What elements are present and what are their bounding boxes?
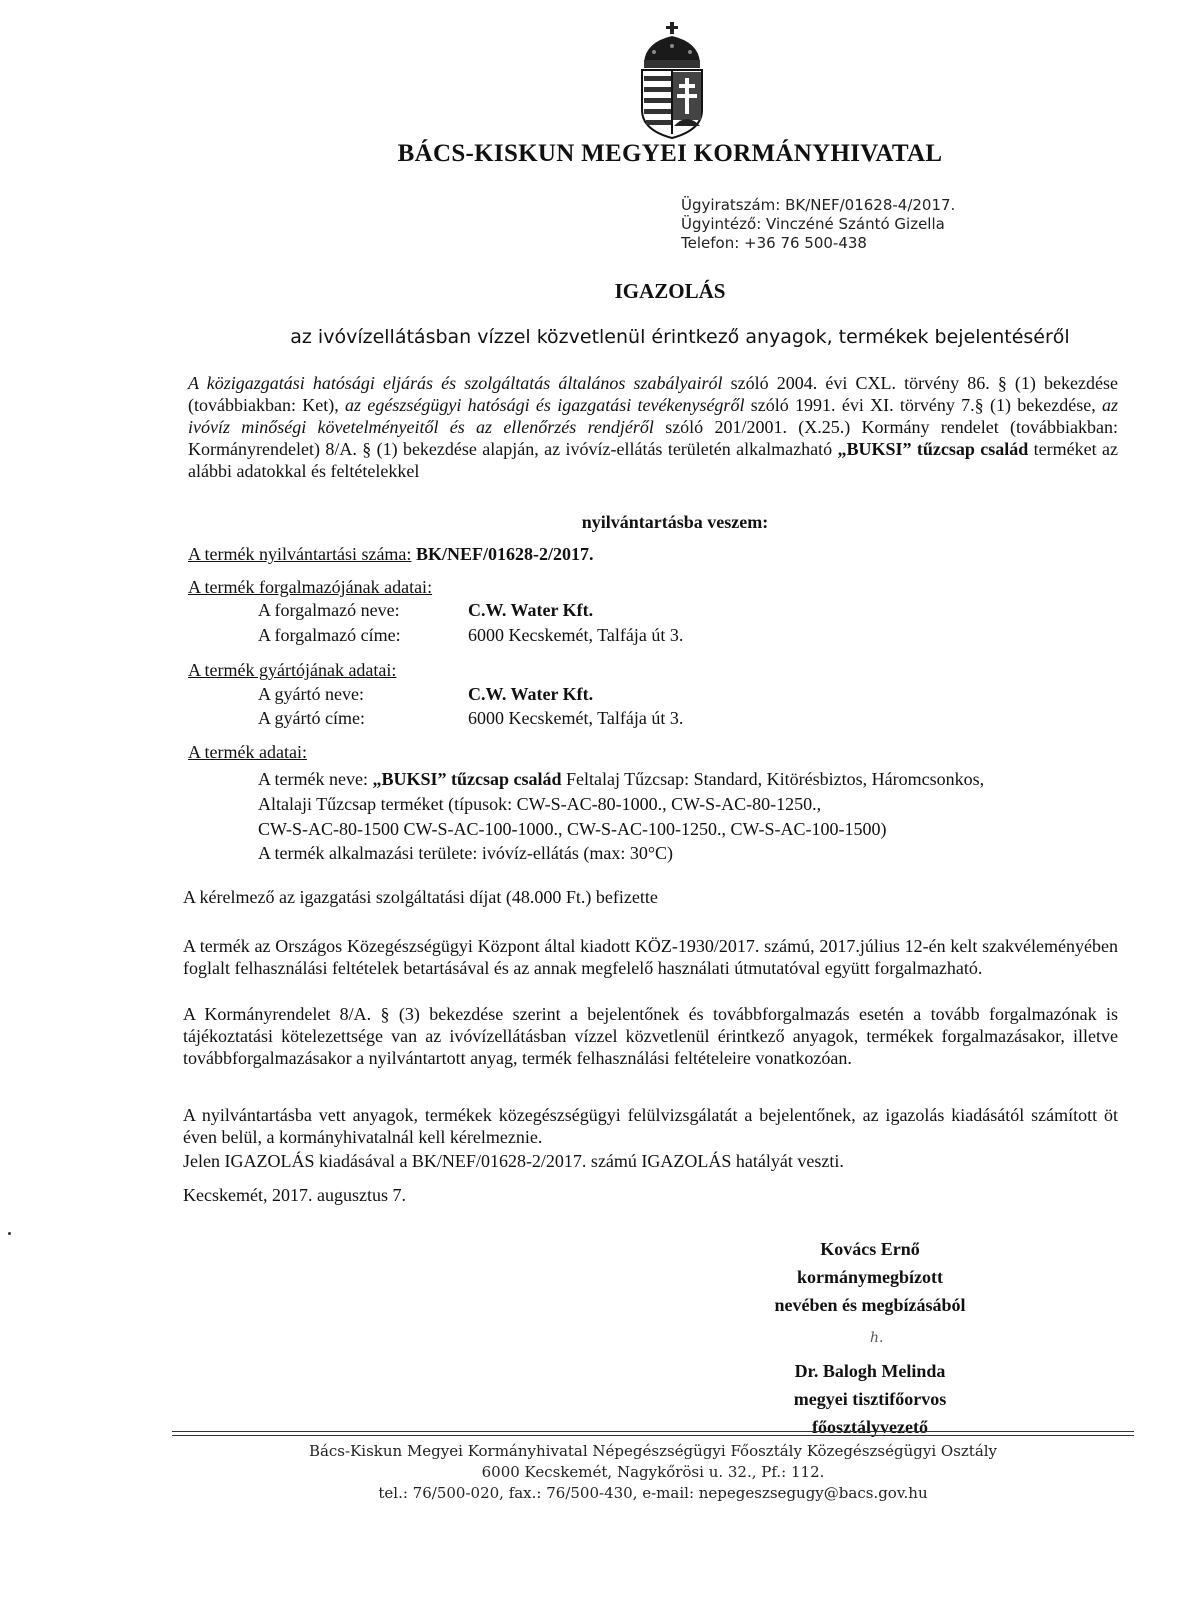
manufacturer-address: 6000 Kecskemét, Talfája út 3.: [468, 708, 684, 728]
body-paragraph-4: Jelen IGAZOLÁS kiadásával a BK/NEF/01628-2/2017. számú IGAZOLÁS hatályát veszti.: [183, 1151, 844, 1171]
product-usage: A termék alkalmazási területe: ivóvíz-ellátás (max: 30°C): [258, 843, 674, 863]
registration-number: BK/NEF/01628-2/2017.: [415, 544, 594, 564]
distributor-name: C.W. Water Kft.: [468, 600, 594, 620]
fee-statement: A kérelmező az igazgatási szolgáltatási díjat (48.000 Ft.) befizette: [183, 887, 658, 907]
document-subtitle: az ivóvízellátásban vízzel közvetlenül érintkező anyagok, termékek bejelentéséről: [290, 326, 1070, 348]
document-title: IGAZOLÁS: [614, 279, 726, 303]
signatory-block-2: [740, 1357, 1000, 1441]
body-paragraph-2: A Kormányrendelet 8/A. § (3) bekezdése szerint a bejelentőnek és továbbforgalmazás esetén a tovább forgalmazónak is tájékoztatási kötelezettsége van az ivóvízellátásban vízzel közvetlenül érintkező anyagok, termékek forgalmazásakor, illetve továbbforgalmazásakor a nyilvántartott anyag, termék felhasználási feltételeire vonatkozóan.: [183, 1004, 1118, 1068]
case-administrator: Ügyintéző: Vinczéné Szántó Gizella: [681, 215, 945, 233]
manufacturer-address-label: A gyártó címe:: [258, 708, 365, 728]
distributor-address-label: A forgalmazó címe:: [258, 625, 401, 645]
date-line: Kecskemét, 2017. augusztus 7.: [183, 1185, 406, 1205]
signatory-role-2: nevében és megbízásából: [774, 1295, 966, 1315]
body-paragraph-1: A termék az Országos Közegészségügyi Központ által kiadott KÖZ-1930/2017. számú, 2017.július 12-én kelt szakvéleményében foglalt felhasználási feltételek betartásával és az annak megfelelő használati útmutatóval együtt forgalmazható.: [183, 936, 1118, 978]
signatory-role-1: kormánymegbízott: [797, 1267, 943, 1287]
registration-line: [188, 543, 593, 565]
body-paragraph-3: A nyilvántartásba vett anyagok, termékek közegészségügyi felülvizsgálatát a bejelentőnek, az igazolás kiadásától számított öt éven belül, a kormányhivatalnál kell kérelmeznie.: [183, 1105, 1118, 1147]
intro-text-1: szóló 2004. évi CXL. törvény 86. § (1) bekezdése (továbbiakban: Ket),: [188, 373, 1118, 415]
footer-address: 6000 Kecskemét, Nagykőrösi u. 32., Pf.: 112.: [481, 1463, 825, 1481]
intro-paragraph: [188, 372, 1118, 482]
intro-product: „BUKSI” tűzcsap család: [837, 439, 1029, 459]
intro-text-2: szóló 1991. évi XI. törvény 7.§ (1) bekezdése,: [744, 395, 1102, 415]
intro-law-1: A közigazgatási hatósági eljárás és szolgáltatás általános szabályairól: [188, 373, 723, 393]
hungarian-coat-of-arms-icon: [636, 22, 708, 140]
intro-text-4: terméket az alábbi adatokkal és feltételekkel: [188, 439, 1118, 481]
intro-law-2: az egészségügyi hatósági és igazgatási tevékenységről: [345, 395, 745, 415]
signatory-role-3: megyei tisztifőorvos: [793, 1389, 947, 1409]
office-title: BÁCS-KISKUN MEGYEI KORMÁNYHIVATAL: [397, 140, 943, 167]
footer: [172, 1441, 1134, 1504]
footer-contact: tel.: 76/500-020, fax.: 76/500-430, e-mail: nepegeszsegugy@bacs.gov.hu: [378, 1484, 928, 1502]
product-name-label: A termék neve:: [258, 769, 373, 789]
manufacturer-name: C.W. Water Kft.: [468, 684, 594, 704]
footer-divider-thin: [172, 1435, 1134, 1436]
manufacturer-name-label: A gyártó neve:: [258, 684, 364, 704]
manufacturer-heading: A termék gyártójának adatai:: [188, 660, 397, 680]
signatory-role-4: főosztályvezető: [812, 1417, 928, 1437]
case-number: Ügyiratszám: BK/NEF/01628-4/2017.: [681, 196, 956, 214]
distributor-heading: A termék forgalmazójának adatai:: [188, 577, 433, 597]
register-label: nyilvántartásba veszem:: [581, 512, 769, 532]
product-types-line-2: CW-S-AC-80-1500 CW-S-AC-100-1000., CW-S-AC-100-1250., CW-S-AC-100-1500): [258, 819, 887, 839]
distributor-name-label: A forgalmazó neve:: [258, 600, 400, 620]
scan-speck: [8, 1232, 11, 1235]
footer-divider: [172, 1431, 1134, 1432]
case-phone: Telefon: +36 76 500-438: [681, 234, 867, 252]
footer-organization: Bács-Kiskun Megyei Kormányhivatal Népegészségügyi Főosztály Közegészségügyi Osztály: [308, 1442, 998, 1460]
case-metadata: [681, 196, 955, 253]
registration-label: A termék nyilvántartási száma:: [188, 544, 412, 564]
signatory-name-2: Dr. Balogh Melinda: [794, 1361, 946, 1381]
handwritten-signature-mark: h.: [870, 1330, 884, 1346]
signatory-block-1: [740, 1235, 1000, 1319]
product-name-rest: Feltalaj Tűzcsap: Standard, Kitörésbiztos, Háromcsonkos,: [561, 769, 985, 789]
product-heading: A termék adatai:: [188, 742, 307, 762]
intro-law-3: az ivóvíz minőségi követelményeitől és az ellenőrzés rendjéről: [188, 395, 1119, 437]
signatory-name-1: Kovács Ernő: [820, 1239, 920, 1259]
product-name: „BUKSI” tűzcsap család: [372, 769, 562, 789]
distributor-address: 6000 Kecskemét, Talfája út 3.: [468, 625, 684, 645]
intro-text-3: szóló 201/2001. (X.25.) Kormány rendelet (továbbiakban: Kormányrendelet) 8/A. § (1) bekezdése alapján, az ivóvíz-ellátás területén alkalmazható: [188, 417, 1118, 459]
product-types-line-1: Altalaji Tűzcsap terméket (típusok: CW-S-AC-80-1000., CW-S-AC-80-1250.,: [258, 794, 822, 814]
product-name-line: [258, 768, 1138, 790]
